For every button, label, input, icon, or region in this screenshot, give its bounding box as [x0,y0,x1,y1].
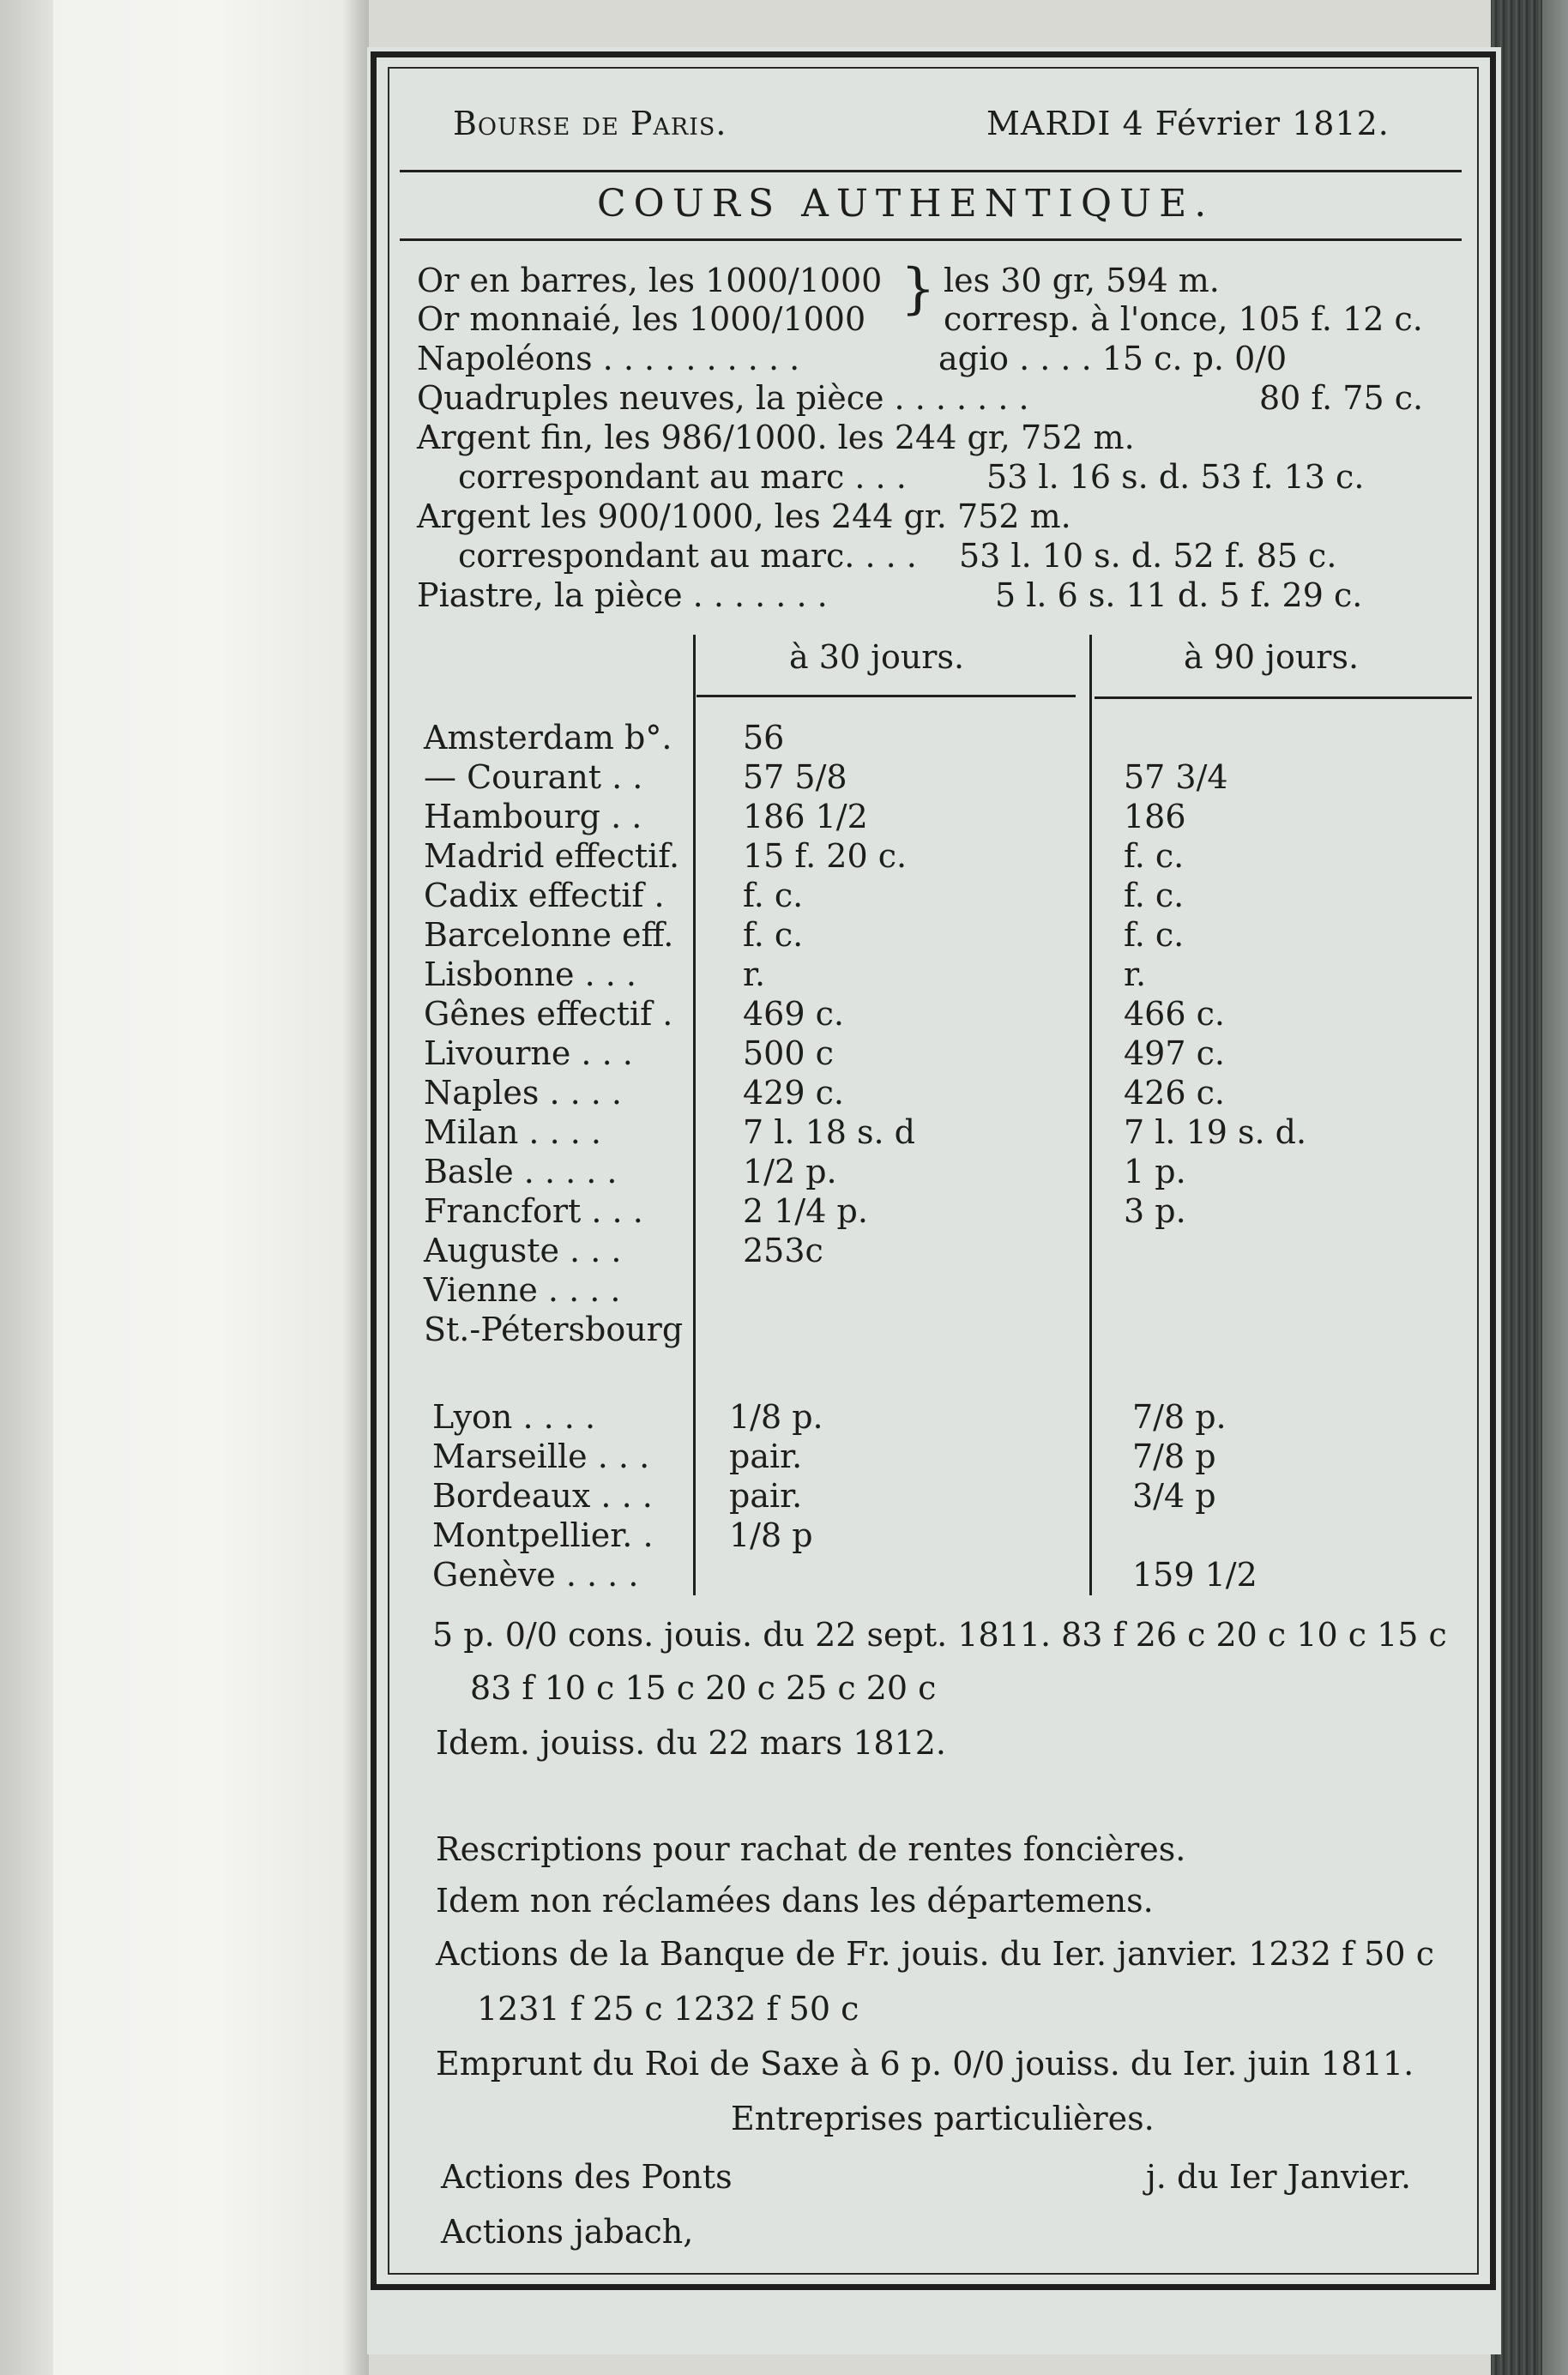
exchange-place: Gênes effectif . [424,995,673,1033]
domestic-rate-30: pair. [729,1438,803,1475]
col-header-rule-90 [1095,696,1472,699]
exchange-place: Vienne . . . . [424,1271,621,1309]
exchange-rate-30: 15 f. 20 c. [743,837,908,875]
col-header-rule-30 [697,695,1076,697]
exchange-rate-30: 469 c. [743,995,844,1033]
bottom-line: Emprunt du Roi de Saxe à 6 p. 0/0 jouiss. du Ier. juin 1811. [436,2045,1414,2083]
metal-value: les 30 gr, 594 m. [944,262,1220,299]
exchange-rate-30: 253c [743,1232,823,1269]
exchange-rate-90: 57 3/4 [1124,758,1228,796]
bottom-line: 83 f 10 c 15 c 20 c 25 c 20 c [470,1669,937,1707]
metal-value: 53 l. 16 s. d. 53 f. 13 c. [986,458,1365,496]
header-right: MARDI 4 Février 1812. [986,105,1390,142]
exchange-place: Livourne . . . [424,1034,633,1072]
exchange-place: Hambourg . . [424,798,642,835]
exchange-rate-90: f. c. [1124,916,1185,954]
domestic-rate-30: 1/8 p. [729,1398,823,1436]
exchange-place: Barcelonne eff. [424,916,674,954]
bottom-line: 1231 f 25 c 1232 f 50 c [477,1990,859,2028]
exchange-rate-30: r. [743,955,766,993]
domestic-rate-90: 7/8 p. [1132,1398,1227,1436]
domestic-place: Marseille . . . [432,1438,650,1475]
domestic-rate-30: pair. [729,1477,803,1515]
exchange-rate-30: 500 c [743,1034,834,1072]
exchange-rate-90: 186 [1124,798,1186,835]
domestic-rate-90: 3/4 p [1132,1477,1216,1515]
page-stack-edge [1491,0,1568,2375]
domestic-place: Montpellier. . [432,1516,654,1554]
domestic-place: Lyon . . . . [432,1398,596,1436]
title-rule [400,238,1462,241]
metal-line: Napoléons . . . . . . . . . . [417,340,800,377]
header-left: Bourse de Paris. [453,105,727,142]
exchange-rate-30: 429 c. [743,1074,844,1112]
exchange-place: Naples . . . . [424,1074,623,1112]
bottom-line: 5 p. 0/0 cons. jouis. du 22 sept. 1811. 83 f 26 c 20 c 10 c 15 c [432,1616,1447,1654]
exchange-place: Auguste . . . [424,1232,622,1269]
bottom-line: j. du Ier Janvier. [1146,2158,1412,2196]
exchange-place: Milan . . . . [424,1113,601,1151]
domestic-place: Genève . . . . [432,1556,639,1594]
exchange-rate-30: 57 5/8 [743,758,847,796]
exchange-rate-30: 2 1/4 p. [743,1192,868,1230]
exchange-rate-90: 466 c. [1124,995,1225,1033]
metal-line: Or en barres, les 1000/1000 [417,262,883,299]
exchange-rate-90: 426 c. [1124,1074,1225,1112]
domestic-place: Bordeaux . . . [432,1477,653,1515]
exchange-place: Madrid effectif. [424,837,680,875]
exchange-rate-90: 3 p. [1124,1192,1186,1230]
exchange-rate-30: 56 [743,719,785,757]
bottom-line: Rescriptions pour rachat de rentes foncières. [436,1830,1186,1868]
col-divider-2 [1089,635,1092,1595]
bottom-line: Actions jabach, [441,2213,694,2251]
exchange-place: — Courant . . [424,758,643,796]
exchange-rate-90: 1 p. [1124,1153,1186,1191]
exchange-place: Lisbonne . . . [424,955,637,993]
domestic-rate-90: 159 1/2 [1132,1556,1257,1594]
exchange-rate-90: f. c. [1124,877,1185,914]
bottom-line: Entreprises particulières. [731,2100,1155,2137]
bottom-line: Idem non réclamées dans les départemens. [436,1882,1154,1920]
left-page-edge [0,0,53,2375]
bottom-line: Idem. jouiss. du 22 mars 1812. [436,1724,946,1762]
exchange-rate-90: r. [1124,955,1147,993]
col-header-30: à 30 jours. [789,638,965,676]
metal-line: Quadruples neuves, la pièce . . . . . . . [417,379,1029,417]
book-gutter [343,0,369,2375]
metal-line: correspondant au marc . . . [458,458,907,496]
brace: } [901,257,936,321]
domestic-rate-90: 7/8 p [1132,1438,1216,1475]
exchange-place: Amsterdam b°. [424,719,672,757]
domestic-rate-30: 1/8 p [729,1516,813,1554]
bottom-line: Actions des Ponts [441,2158,733,2196]
exchange-rate-30: 1/2 p. [743,1153,837,1191]
exchange-rate-30: f. c. [743,877,804,914]
exchange-place: Cadix effectif . [424,877,665,914]
header-rule [400,170,1462,172]
metal-line: Piastre, la pièce . . . . . . . [417,576,828,614]
exchange-place: Francfort . . . [424,1192,643,1230]
metal-line: Argent les 900/1000, les 244 gr. 752 m. [417,497,1071,535]
metal-line: correspondant au marc. . . . [458,537,917,575]
metal-line: Argent fin, les 986/1000. les 244 gr, 752 m. [417,419,1135,456]
metal-value: 80 f. 75 c. [1259,379,1424,417]
exchange-place: Basle . . . . . [424,1153,618,1191]
left-page [0,0,360,2375]
metal-line: Or monnaié, les 1000/1000 [417,300,866,338]
exchange-rate-30: 186 1/2 [743,798,868,835]
bottom-line: Actions de la Banque de Fr. jouis. du Ier. janvier. 1232 f 50 c [436,1935,1434,1973]
col-divider-1 [693,635,696,1595]
metal-value: 53 l. 10 s. d. 52 f. 85 c. [959,537,1337,575]
metal-value: corresp. à l'once, 105 f. 12 c. [944,300,1423,338]
exchange-place: St.-Pétersbourg [424,1311,684,1348]
exchange-rate-90: 497 c. [1124,1034,1225,1072]
exchange-rate-90: f. c. [1124,837,1185,875]
exchange-rate-90: 7 l. 19 s. d. [1124,1113,1307,1151]
exchange-rate-30: f. c. [743,916,804,954]
metal-value: agio . . . . 15 c. p. 0/0 [938,340,1288,377]
metal-value: 5 l. 6 s. 11 d. 5 f. 29 c. [995,576,1363,614]
col-header-90: à 90 jours. [1184,638,1360,676]
exchange-rate-30: 7 l. 18 s. d [743,1113,915,1151]
page-title: COURS AUTHENTIQUE. [597,182,1215,226]
